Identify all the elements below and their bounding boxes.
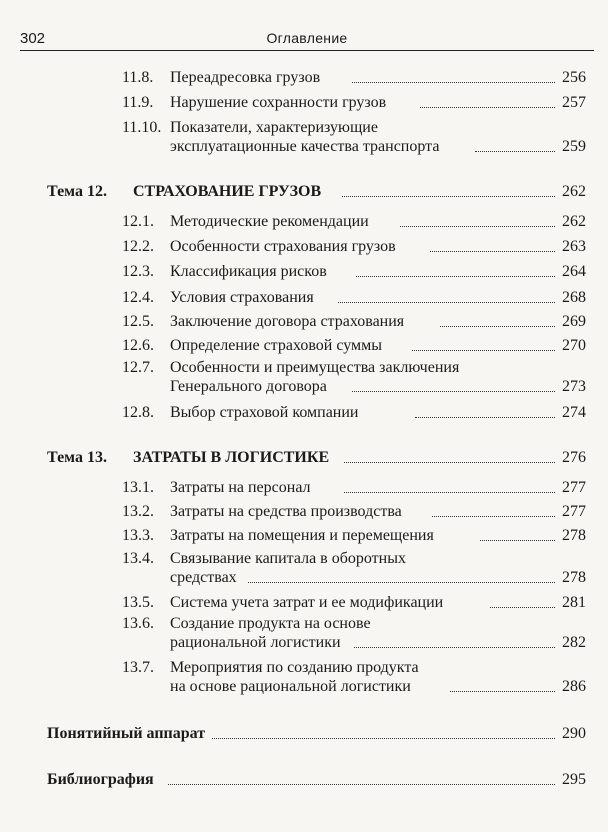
toc-entry[interactable] <box>0 288 608 307</box>
toc-entry[interactable] <box>0 403 608 422</box>
entry-number: 12.1. <box>122 213 154 230</box>
entry-title: Затраты на помещения и перемещения <box>170 527 434 544</box>
toc-entry[interactable] <box>0 658 608 698</box>
toc-entry[interactable] <box>0 593 608 612</box>
toc-entry[interactable] <box>0 549 608 589</box>
toc-entry[interactable] <box>0 68 608 87</box>
entry-number: 13.7. <box>122 659 154 676</box>
section-title: ЗАТРАТЫ В ЛОГИСТИКЕ <box>133 449 330 466</box>
dot-leader <box>344 492 555 493</box>
entry-page: 278 <box>556 526 586 545</box>
section-page: 276 <box>556 448 586 467</box>
dot-leader <box>490 607 555 608</box>
toc-section[interactable] <box>0 182 608 201</box>
entry-title: Заключение договора страхования <box>170 313 405 330</box>
entry-page: 262 <box>556 212 586 231</box>
entry-title: Классификация рисков <box>170 263 327 280</box>
entry-title: Библиография <box>47 771 154 788</box>
entry-page: 277 <box>556 502 586 521</box>
dot-leader <box>212 738 555 739</box>
entry-number: 12.4. <box>122 289 154 306</box>
entry-title: Условия страхования <box>170 289 314 306</box>
entry-title: Затраты на персонал <box>170 479 311 496</box>
entry-number: 11.8. <box>122 69 154 86</box>
dot-leader <box>342 196 555 197</box>
entry-page: 273 <box>556 377 586 396</box>
entry-title-line: Особенности и преимущества заключения <box>170 359 460 376</box>
entry-page: 281 <box>556 593 586 612</box>
entry-page: 257 <box>556 93 586 112</box>
entry-number: 11.9. <box>122 94 154 111</box>
dot-leader <box>415 417 555 418</box>
toc-section[interactable] <box>0 448 608 467</box>
dot-leader <box>248 582 555 583</box>
entry-page: 264 <box>556 262 586 281</box>
toc-entry[interactable] <box>0 262 608 281</box>
toc-entry[interactable] <box>0 237 608 256</box>
entry-title: Затраты на средства производства <box>170 503 402 520</box>
entry-page: 269 <box>556 312 586 331</box>
dot-leader <box>430 251 555 252</box>
entry-page: 270 <box>556 336 586 355</box>
dot-leader <box>344 462 555 463</box>
header-rule <box>20 50 594 51</box>
entry-page: 259 <box>556 137 586 156</box>
section-page: 262 <box>556 182 586 201</box>
entry-page: 277 <box>556 478 586 497</box>
entry-title-line: Показатели, характеризующие <box>170 119 378 136</box>
entry-number: 13.2. <box>122 503 154 520</box>
section-number: Тема 13. <box>47 449 107 466</box>
toc-entry[interactable] <box>0 478 608 497</box>
entry-number: 13.6. <box>122 615 154 632</box>
entry-title-line: Связывание капитала в оборотных <box>170 550 406 567</box>
toc-entry[interactable] <box>0 614 608 654</box>
dot-leader <box>338 302 555 303</box>
entry-title-line: Генерального договора <box>170 378 327 395</box>
entry-number: 12.6. <box>122 337 154 354</box>
dot-leader <box>480 540 555 541</box>
entry-title-line: средствах <box>170 569 237 586</box>
entry-page: 295 <box>556 770 586 789</box>
entry-number: 13.3. <box>122 527 154 544</box>
dot-leader <box>352 82 555 83</box>
entry-page: 274 <box>556 403 586 422</box>
section-title: СТРАХОВАНИЕ ГРУЗОВ <box>133 183 322 200</box>
dot-leader <box>400 226 555 227</box>
entry-title-line: на основе рациональной логистики <box>170 678 411 695</box>
toc-entry[interactable] <box>0 118 608 158</box>
entry-page: 282 <box>556 633 586 652</box>
entry-title-line: Создание продукта на основе <box>170 615 371 632</box>
entry-title-line: Мероприятия по созданию продукта <box>170 659 419 676</box>
toc-entry[interactable] <box>0 212 608 231</box>
entry-number: 13.1. <box>122 479 154 496</box>
entry-title: Переадресовка грузов <box>170 69 321 86</box>
dot-leader <box>420 107 555 108</box>
entry-title-line: эксплуатационные качества транспорта <box>170 138 440 155</box>
entry-page: 278 <box>556 568 586 587</box>
dot-leader <box>450 691 555 692</box>
entry-page: 263 <box>556 237 586 256</box>
entry-number: 13.4. <box>122 550 154 567</box>
entry-page: 286 <box>556 677 586 696</box>
entry-number: 13.5. <box>122 594 154 611</box>
toc-entry[interactable] <box>0 336 608 355</box>
toc-entry[interactable] <box>0 312 608 331</box>
entry-title: Методические рекомендации <box>170 213 369 230</box>
entry-title: Определение страховой суммы <box>170 337 383 354</box>
entry-number: 12.3. <box>122 263 154 280</box>
section-number: Тема 12. <box>47 183 107 200</box>
entry-page: 290 <box>556 724 586 743</box>
entry-number: 12.2. <box>122 238 154 255</box>
dot-leader <box>354 647 555 648</box>
dot-leader <box>475 151 555 152</box>
entry-title-line: рациональной логистики <box>170 634 341 651</box>
entry-title: Особенности страхования грузов <box>170 238 396 255</box>
page-title: Оглавление <box>266 30 348 46</box>
toc-entry[interactable] <box>0 93 608 112</box>
entry-title: Нарушение сохранности грузов <box>170 94 387 111</box>
entry-number: 12.8. <box>122 404 154 421</box>
running-header <box>20 28 594 50</box>
entry-number: 11.10. <box>122 119 162 136</box>
entry-page: 256 <box>556 68 586 87</box>
toc-entry-bibliography[interactable] <box>0 770 608 789</box>
dot-leader <box>440 326 555 327</box>
dot-leader <box>432 516 555 517</box>
entry-number: 12.7. <box>122 359 154 376</box>
dot-leader <box>168 784 555 785</box>
entry-title: Выбор страховой компании <box>170 404 359 421</box>
toc-entry-glossary[interactable] <box>0 724 608 743</box>
dot-leader <box>412 350 555 351</box>
entry-page: 268 <box>556 288 586 307</box>
entry-title: Система учета затрат и ее модификации <box>170 594 444 611</box>
entry-number: 12.5. <box>122 313 154 330</box>
dot-leader <box>352 391 555 392</box>
entry-title: Понятийный аппарат <box>47 725 206 742</box>
toc-entry[interactable] <box>0 526 608 545</box>
page-number: 302 <box>20 30 46 47</box>
toc-entry[interactable] <box>0 358 608 398</box>
toc-entry[interactable] <box>0 502 608 521</box>
dot-leader <box>356 276 555 277</box>
